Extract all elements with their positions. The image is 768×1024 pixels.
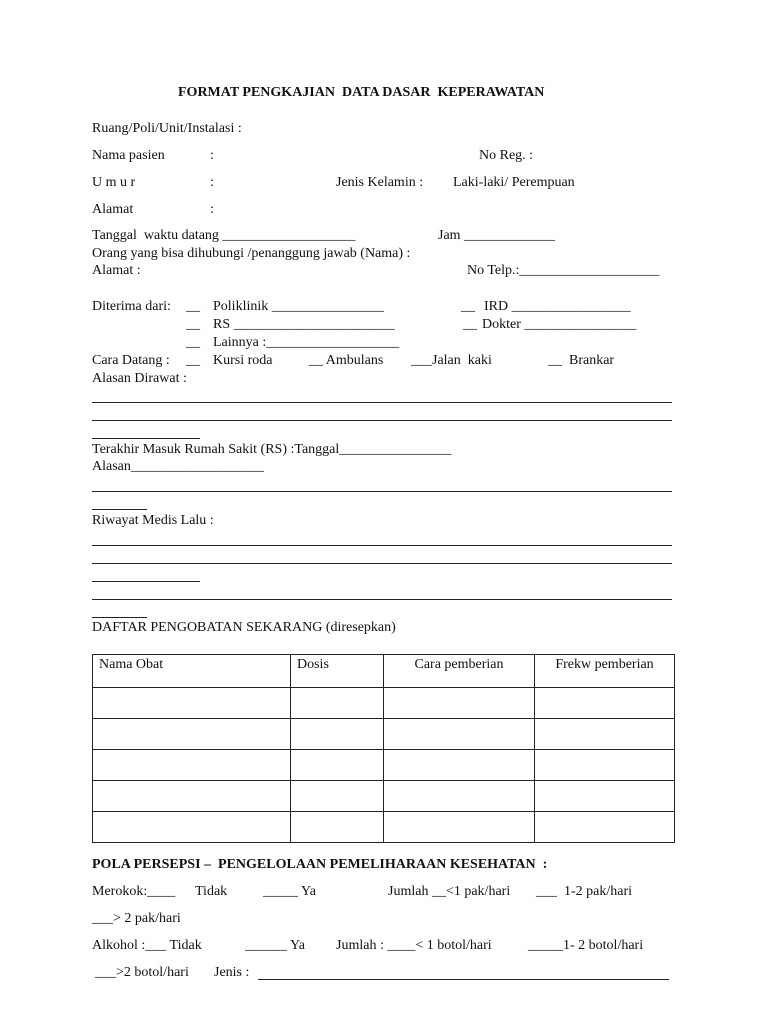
table-row	[93, 781, 675, 812]
table-row	[93, 719, 675, 750]
rs-checkbox: __	[186, 317, 200, 332]
alkohol-jumlah-1-2: _____1- 2 botol/hari	[528, 938, 644, 953]
alasan-dirawat-line-1	[92, 402, 672, 403]
alkohol-jumlah-gt2: ___>2 botol/hari	[95, 965, 189, 980]
table-cell	[384, 750, 535, 781]
table-row	[93, 750, 675, 781]
merokok-label: Merokok:____	[92, 884, 176, 899]
no-telp-field: No Telp.:____________________	[467, 263, 660, 278]
nama-pasien-colon: :	[210, 148, 214, 163]
daftar-pengobatan-heading: DAFTAR PENGOBATAN SEKARANG (diresepkan)	[92, 620, 396, 635]
alasan-line-1	[92, 491, 672, 492]
jalan-kaki-option: ___Jalan kaki	[411, 353, 492, 368]
poliklinik-option: Poliklinik ________________	[213, 299, 384, 314]
diterima-label: Diterima dari:	[92, 299, 171, 314]
table-cell	[93, 781, 291, 812]
ird-option: IRD _________________	[484, 299, 631, 314]
table-cell	[535, 688, 675, 719]
riwayat-line-3	[92, 581, 200, 582]
umur-colon: :	[210, 175, 214, 190]
riwayat-line-5	[92, 617, 147, 618]
jam-field: Jam _____________	[438, 228, 556, 243]
table-cell	[93, 812, 291, 843]
table-cell	[384, 781, 535, 812]
tanggal-datang-field: Tanggal waktu datang ___________________	[92, 228, 356, 243]
alasan-dirawat-line-3	[92, 438, 200, 439]
table-cell	[93, 688, 291, 719]
jenis-kelamin-value: Laki-laki/ Perempuan	[453, 175, 575, 190]
terakhir-masuk-rs-field: Terakhir Masuk Rumah Sakit (RS) :Tanggal________________	[92, 442, 452, 457]
table-cell	[291, 688, 384, 719]
col-header-nama-obat: Nama Obat	[93, 655, 291, 688]
table-row	[93, 812, 675, 843]
alamat-pj-label: Alamat :	[92, 263, 141, 278]
ambulans-option: __ Ambulans	[309, 353, 384, 368]
lainnya-option: Lainnya :___________________	[213, 335, 400, 350]
table-cell	[535, 781, 675, 812]
alkohol-jumlah-lt1: Jumlah : ____< 1 botol/hari	[336, 938, 492, 953]
col-header-dosis: Dosis	[291, 655, 384, 688]
jenis-kelamin-label: Jenis Kelamin :	[336, 175, 424, 190]
table-cell	[384, 812, 535, 843]
col-header-frekw-pemberian: Frekw pemberian	[535, 655, 675, 688]
alkohol-ya-option: ______ Ya	[245, 938, 305, 953]
table-cell	[535, 750, 675, 781]
alasan-line-2	[92, 509, 147, 510]
table-cell	[291, 750, 384, 781]
alamat-colon: :	[210, 202, 214, 217]
riwayat-line-4	[92, 599, 672, 600]
cara-datang-label: Cara Datang :	[92, 353, 170, 368]
umur-label: U m u r	[92, 175, 136, 190]
no-reg-label: No Reg. :	[479, 148, 534, 163]
dokter-option: Dokter ________________	[482, 317, 637, 332]
table-row	[93, 688, 675, 719]
kursi-roda-checkbox: __	[186, 353, 200, 368]
penanggung-jawab-label: Orang yang bisa dihubungi /penanggung jawab (Nama) :	[92, 246, 411, 261]
merokok-jumlah-lt1: Jumlah __<1 pak/hari	[388, 884, 511, 899]
ruang-label: Ruang/Poli/Unit/Instalasi :	[92, 121, 242, 136]
table-cell	[535, 719, 675, 750]
brankar-option: __ Brankar	[548, 353, 615, 368]
page-title: FORMAT PENGKAJIAN DATA DASAR KEPERAWATAN	[178, 85, 545, 100]
table-cell	[291, 719, 384, 750]
medication-table	[92, 654, 675, 843]
alkohol-tidak-option: Alkohol :___ Tidak	[92, 938, 202, 953]
table-cell	[384, 719, 535, 750]
nama-pasien-label: Nama pasien	[92, 148, 165, 163]
table-cell	[384, 688, 535, 719]
riwayat-line-1	[92, 545, 672, 546]
alasan-field: Alasan___________________	[92, 459, 264, 474]
alasan-dirawat-line-2	[92, 420, 672, 421]
merokok-jumlah-gt2: ___> 2 pak/hari	[92, 911, 181, 926]
alasan-dirawat-label: Alasan Dirawat :	[92, 371, 187, 386]
table-cell	[93, 750, 291, 781]
lainnya-checkbox: __	[186, 335, 200, 350]
table-cell	[291, 812, 384, 843]
alkohol-jenis-label: Jenis :	[214, 965, 250, 980]
poliklinik-checkbox: __	[186, 299, 200, 314]
alamat-label: Alamat	[92, 202, 134, 217]
col-header-cara-pemberian: Cara pemberian	[384, 655, 535, 688]
merokok-tidak-option: Tidak	[195, 884, 228, 899]
pola-persepsi-heading: POLA PERSEPSI – PENGELOLAAN PEMELIHARAAN KESEHATAN :	[92, 857, 548, 872]
merokok-ya-option: _____ Ya	[263, 884, 316, 899]
rs-option: RS _______________________	[213, 317, 395, 332]
riwayat-line-2	[92, 563, 672, 564]
riwayat-medis-label: Riwayat Medis Lalu :	[92, 513, 214, 528]
table-cell	[93, 719, 291, 750]
dokter-checkbox: __	[463, 317, 477, 332]
table-cell	[291, 781, 384, 812]
table-header-row	[93, 655, 675, 688]
kursi-roda-option: Kursi roda	[213, 353, 273, 368]
alkohol-jenis-line	[258, 979, 669, 980]
table-cell	[535, 812, 675, 843]
ird-checkbox: __	[461, 299, 475, 314]
merokok-jumlah-1-2: ___ 1-2 pak/hari	[536, 884, 633, 899]
